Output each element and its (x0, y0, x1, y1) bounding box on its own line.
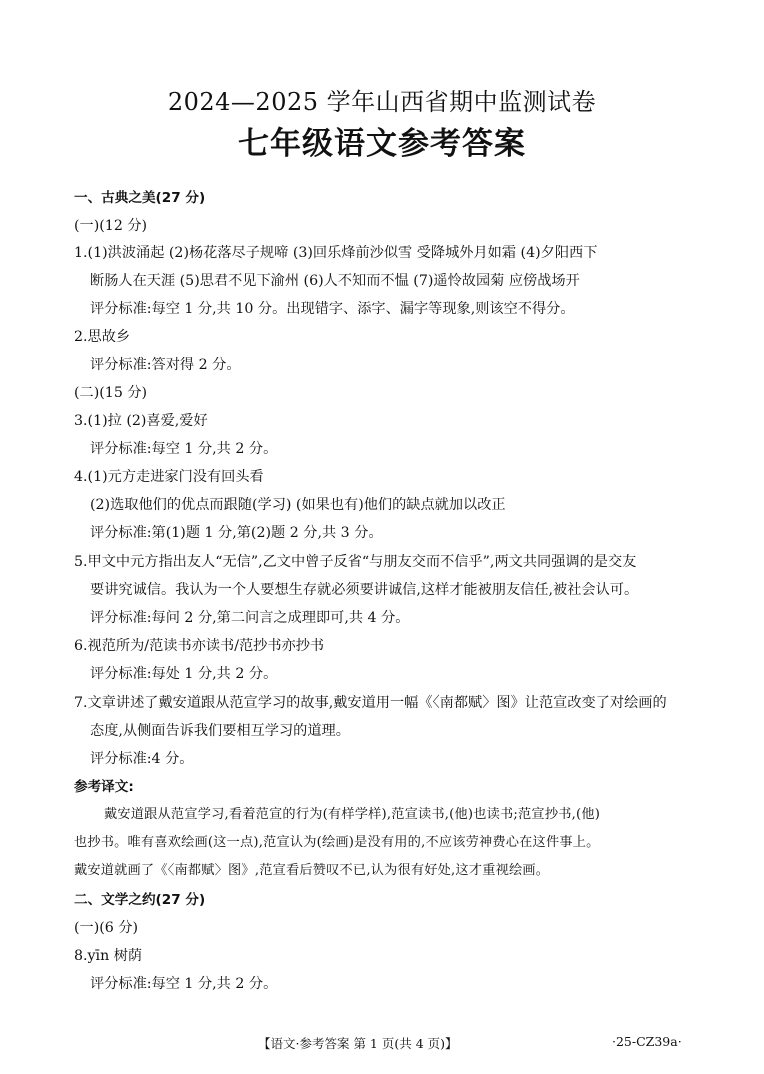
answer-line: 6.视范所为/范读书亦读书/范抄书亦抄书 (74, 638, 325, 654)
scoring-standard: 评分标准:每空 1 分,共 10 分。出现错字、添字、漏字等现象,则该空不得分。 (90, 301, 575, 317)
translation-text: 戴安道跟从范宣学习,看着范宣的行为(有样学样),范宣读书,(他)也读书;范宣抄书,(他) (104, 807, 601, 822)
answer-title: 七年级语文参考答案 (238, 126, 526, 162)
answer-line: 断肠人在天涯 (5)思君不见下渝州 (6)人不知而不愠 (7)遥怜故园菊 应傍战场开 (90, 273, 580, 289)
footer-code: ·25-CZ39a· (612, 1034, 682, 1049)
answer-line: 4.(1)元方走进家门没有回头看 (74, 469, 264, 485)
subsection-heading: (一)(12 分) (74, 218, 148, 234)
scoring-standard: 评分标准:4 分。 (90, 751, 194, 767)
translation-heading: 参考译文: (74, 779, 134, 795)
section-heading: 一、古典之美(27 分) (74, 190, 206, 206)
translation-text: 戴安道就画了《〈南都赋〉图》,范宣看后赞叹不已,认为很有好处,这才重视绘画。 (74, 863, 550, 878)
answer-line: 1.(1)洪波涌起 (2)杨花落尽子规啼 (3)回乐烽前沙似雪 受降城外月如霜 (4)夕阳西下 (74, 245, 598, 261)
subsection-heading: (二)(15 分) (74, 385, 148, 401)
answer-line: 要讲究诚信。我认为一个人要想生存就必须要讲诚信,这样才能被朋友信任,被社会认可。 (90, 582, 639, 598)
answer-line: 2.思故乡 (74, 329, 131, 345)
answer-line: 态度,从侧面告诉我们要相互学习的道理。 (90, 723, 350, 739)
footer-page-info: 【语文·参考答案 第 1 页(共 4 页)】 (258, 1036, 458, 1051)
scoring-standard: 评分标准:每处 1 分,共 2 分。 (90, 666, 278, 682)
translation-text: 也抄书。唯有喜欢绘画(这一点),范宣认为(绘画)是没有用的,不应该劳神费心在这件事上。 (74, 835, 600, 850)
answer-line: 7.文章讲述了戴安道跟从范宣学习的故事,戴安道用一幅《〈南都赋〉图》让范宣改变了对绘画的 (74, 695, 667, 711)
scoring-standard: 评分标准:第(1)题 1 分,第(2)题 2 分,共 3 分。 (90, 525, 383, 541)
scoring-standard: 评分标准:每空 1 分,共 2 分。 (90, 441, 278, 457)
answer-line: (2)选取他们的优点而跟随(学习) (如果也有)他们的缺点就加以改正 (90, 497, 506, 513)
answer-line: 5.甲文中元方指出友人“无信”,乙文中曾子反省“与朋友交而不信乎”,两文共同强调的是交友 (74, 554, 637, 570)
section-heading: 二、文学之约(27 分) (74, 892, 206, 908)
exam-title: 2024—2025 学年山西省期中监测试卷 (167, 88, 597, 116)
scoring-standard: 评分标准:每空 1 分,共 2 分。 (90, 976, 278, 992)
answer-line: 8.yīn 树荫 (74, 948, 143, 964)
scoring-standard: 评分标准:答对得 2 分。 (90, 357, 241, 373)
subsection-heading: (一)(6 分) (74, 920, 139, 936)
scoring-standard: 评分标准:每问 2 分,第二问言之成理即可,共 4 分。 (90, 610, 410, 626)
answer-line: 3.(1)拉 (2)喜爱,爱好 (74, 413, 208, 429)
